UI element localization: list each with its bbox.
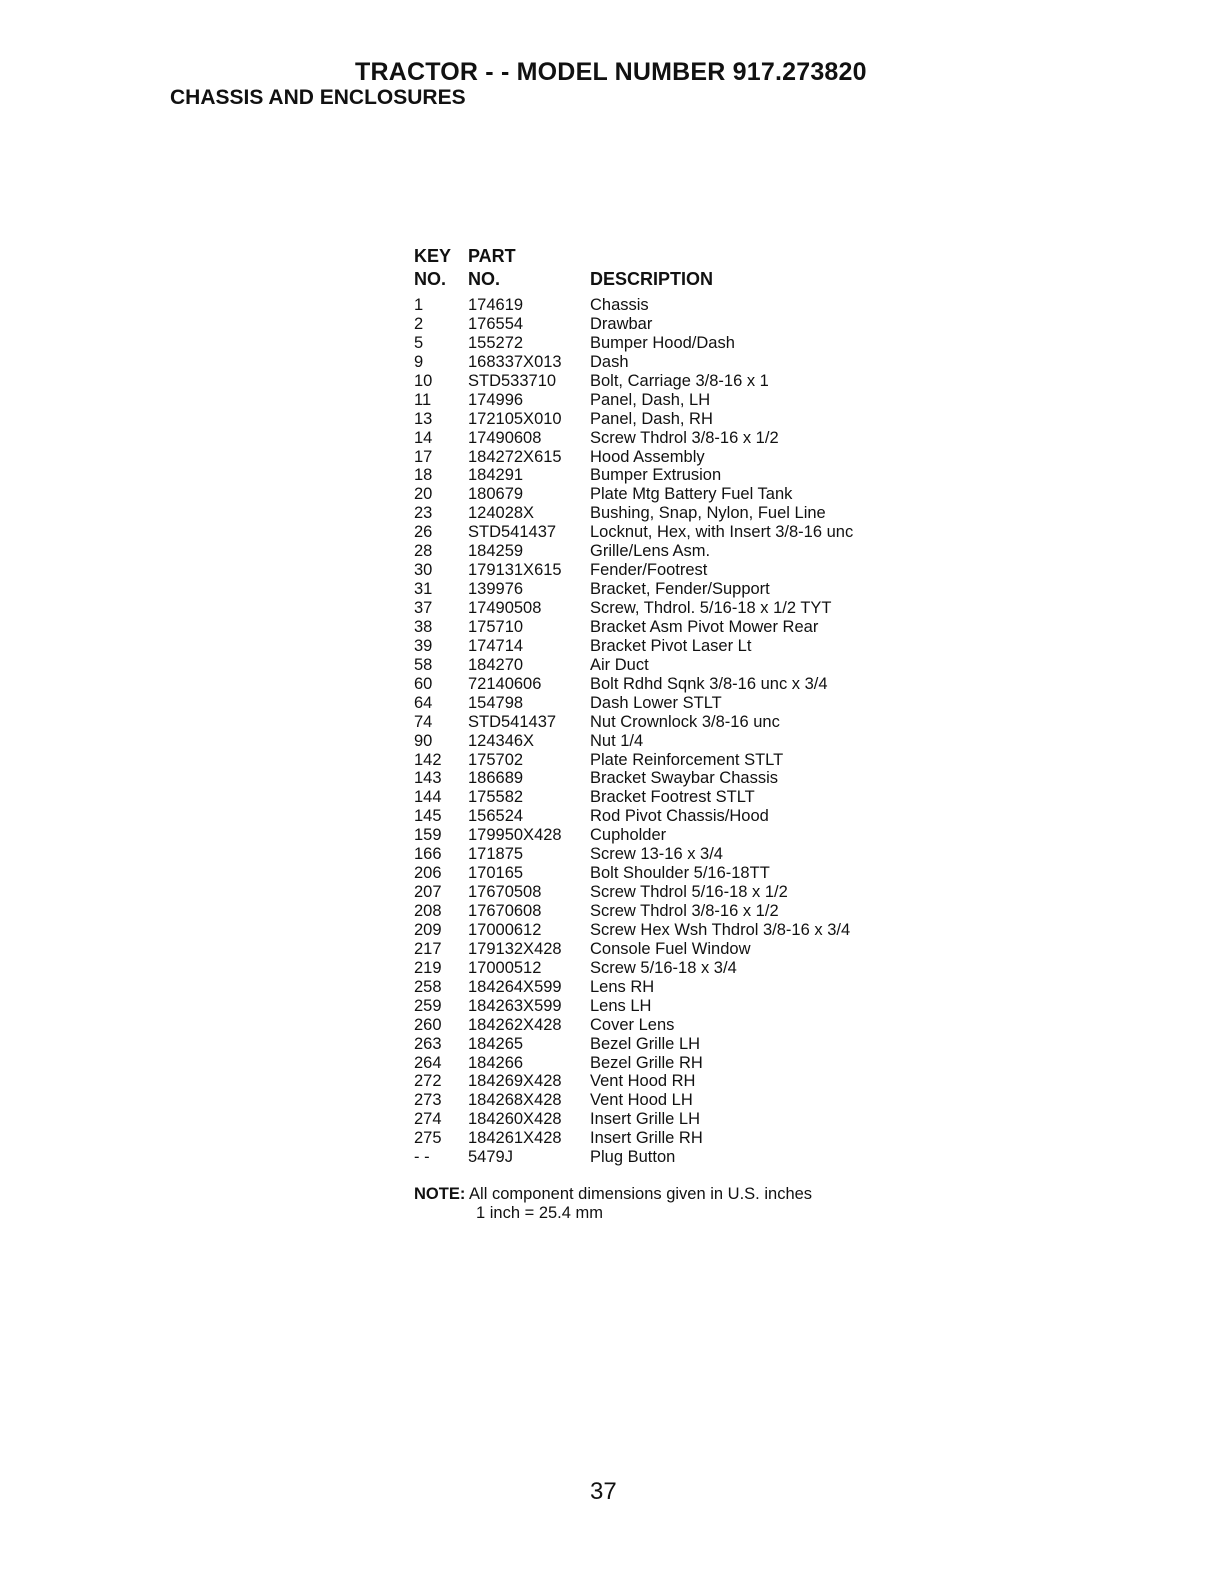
description: Screw 5/16-18 x 3/4 bbox=[590, 958, 737, 977]
key-no: 17 bbox=[414, 447, 433, 466]
description: Bumper Hood/Dash bbox=[590, 333, 735, 352]
key-no: 39 bbox=[414, 636, 433, 655]
key-no: 219 bbox=[414, 958, 442, 977]
key-no: 260 bbox=[414, 1015, 442, 1034]
description: Lens RH bbox=[590, 977, 655, 996]
key-no: 2 bbox=[414, 314, 424, 333]
key-no: 30 bbox=[414, 561, 433, 580]
note bbox=[414, 1185, 812, 1223]
part-no: 184269X428 bbox=[468, 1072, 562, 1091]
description: Bracket Footrest STLT bbox=[590, 788, 755, 807]
description: Vent Hood LH bbox=[590, 1091, 693, 1110]
part-no: 184266 bbox=[468, 1053, 524, 1072]
key-header-line1: KEY bbox=[414, 246, 452, 266]
key-no: 14 bbox=[414, 428, 433, 447]
key-no: 272 bbox=[414, 1072, 442, 1091]
description: Vent Hood RH bbox=[590, 1072, 696, 1091]
key-no: - - bbox=[414, 1148, 430, 1167]
description: Screw 13-16 x 3/4 bbox=[590, 845, 723, 864]
part-no: 72140606 bbox=[468, 674, 542, 693]
key-no: 11 bbox=[414, 390, 432, 409]
part-no: 174714 bbox=[468, 636, 524, 655]
description: Dash bbox=[590, 352, 629, 371]
key-no: 13 bbox=[414, 409, 433, 428]
description: Cupholder bbox=[590, 826, 667, 845]
key-no: 1 bbox=[414, 296, 424, 314]
key-no: 38 bbox=[414, 617, 433, 636]
key-no: 264 bbox=[414, 1053, 442, 1072]
part-no: 17670508 bbox=[468, 883, 542, 902]
description: Drawbar bbox=[590, 314, 653, 333]
part-no: 179950X428 bbox=[468, 826, 562, 845]
part-no: 175582 bbox=[468, 788, 524, 807]
description: Screw Thdrol 3/8-16 x 1/2 bbox=[590, 428, 779, 447]
key-no: 23 bbox=[414, 504, 433, 523]
key-no: 58 bbox=[414, 655, 433, 674]
description: Screw Hex Wsh Thdrol 3/8-16 x 3/4 bbox=[590, 920, 851, 939]
part-no: 171875 bbox=[468, 845, 524, 864]
description: Hood Assembly bbox=[590, 447, 705, 466]
part-no: 174996 bbox=[468, 390, 524, 409]
description: Console Fuel Window bbox=[590, 939, 751, 958]
key-no: 259 bbox=[414, 996, 442, 1015]
part-no: 17000512 bbox=[468, 958, 542, 977]
description: Bracket Pivot Laser Lt bbox=[590, 636, 752, 655]
description: Bolt Shoulder 5/16-18TT bbox=[590, 864, 770, 883]
description: Plate Reinforcement STLT bbox=[590, 750, 784, 769]
description: Bezel Grille RH bbox=[590, 1053, 703, 1072]
key-no: 209 bbox=[414, 920, 442, 939]
section-subtitle: CHASSIS AND ENCLOSURES bbox=[170, 86, 466, 109]
description: Lens LH bbox=[590, 996, 652, 1015]
part-no: 186689 bbox=[468, 769, 524, 788]
description: Bumper Extrusion bbox=[590, 466, 722, 485]
description: Plug Button bbox=[590, 1148, 676, 1167]
key-no: 207 bbox=[414, 883, 442, 902]
key-no: 90 bbox=[414, 731, 433, 750]
key-no: 9 bbox=[414, 352, 424, 371]
description: Fender/Footrest bbox=[590, 561, 708, 580]
key-no: 142 bbox=[414, 750, 442, 769]
key-no: 26 bbox=[414, 523, 433, 542]
key-no: 64 bbox=[414, 693, 433, 712]
note-line1: All component dimensions given in U.S. inches bbox=[469, 1185, 813, 1203]
part-no: 17490508 bbox=[468, 599, 542, 617]
part-no: 175710 bbox=[468, 617, 524, 636]
part-no: 184291 bbox=[468, 466, 524, 485]
key-no: 28 bbox=[414, 542, 433, 561]
key-no: 37 bbox=[414, 599, 433, 617]
part-no: 184264X599 bbox=[468, 977, 562, 996]
key-no: 274 bbox=[414, 1110, 442, 1129]
part-no: 170165 bbox=[468, 864, 524, 883]
note-line2: 1 inch = 25.4 mm bbox=[476, 1204, 604, 1222]
part-no: 154798 bbox=[468, 693, 524, 712]
part-no: 124346X bbox=[468, 731, 535, 750]
key-no: 275 bbox=[414, 1129, 442, 1148]
part-no: 175702 bbox=[468, 750, 524, 769]
key-no: 143 bbox=[414, 769, 442, 788]
key-no: 258 bbox=[414, 977, 442, 996]
key-no: 5 bbox=[414, 333, 424, 352]
description: Bezel Grille LH bbox=[590, 1034, 701, 1053]
description: Bushing, Snap, Nylon, Fuel Line bbox=[590, 504, 826, 523]
key-no: 206 bbox=[414, 864, 442, 883]
description-header: DESCRIPTION bbox=[590, 269, 714, 289]
description: Bolt, Carriage 3/8-16 x 1 bbox=[590, 371, 769, 390]
key-no: 159 bbox=[414, 826, 442, 845]
description: Cover Lens bbox=[590, 1015, 675, 1034]
part-no: 184261X428 bbox=[468, 1129, 562, 1148]
description: Panel, Dash, LH bbox=[590, 390, 711, 409]
part-no: 176554 bbox=[468, 314, 524, 333]
description: Rod Pivot Chassis/Hood bbox=[590, 807, 769, 826]
description: Nut 1/4 bbox=[590, 731, 644, 750]
part-no: 139976 bbox=[468, 580, 524, 599]
part-no: STD541437 bbox=[468, 712, 557, 731]
part-header-line1: PART bbox=[468, 246, 516, 266]
part-no: 184272X615 bbox=[468, 447, 562, 466]
part-no: 17000612 bbox=[468, 920, 542, 939]
description: Bolt Rdhd Sqnk 3/8-16 unc x 3/4 bbox=[590, 674, 828, 693]
key-no: 60 bbox=[414, 674, 433, 693]
part-no: 184262X428 bbox=[468, 1015, 562, 1034]
part-no: 124028X bbox=[468, 504, 535, 523]
part-no: STD541437 bbox=[468, 523, 557, 542]
description: Bracket Asm Pivot Mower Rear bbox=[590, 617, 819, 636]
part-no: 184260X428 bbox=[468, 1110, 562, 1129]
description: Locknut, Hex, with Insert 3/8-16 unc bbox=[590, 523, 854, 542]
key-no: 217 bbox=[414, 939, 442, 958]
part-no: 179131X615 bbox=[468, 561, 562, 580]
part-no: 172105X010 bbox=[468, 409, 562, 428]
key-no: 74 bbox=[414, 712, 433, 731]
key-no: 208 bbox=[414, 902, 442, 920]
description: Plate Mtg Battery Fuel Tank bbox=[590, 485, 793, 504]
description: Chassis bbox=[590, 296, 649, 314]
part-no: 17490608 bbox=[468, 428, 542, 447]
part-no: 155272 bbox=[468, 333, 524, 352]
key-no: 144 bbox=[414, 788, 442, 807]
key-no: 20 bbox=[414, 485, 433, 504]
description: Bracket, Fender/Support bbox=[590, 580, 770, 599]
description: Insert Grille LH bbox=[590, 1110, 701, 1129]
description: Panel, Dash, RH bbox=[590, 409, 713, 428]
page-number: 37 bbox=[590, 1478, 617, 1505]
description: Nut Crownlock 3/8-16 unc bbox=[590, 712, 780, 731]
description: Grille/Lens Asm. bbox=[590, 542, 711, 561]
part-no: 174619 bbox=[468, 296, 524, 314]
part-no: 156524 bbox=[468, 807, 524, 826]
page-title: TRACTOR - - MODEL NUMBER 917.273820 bbox=[355, 58, 867, 86]
part-no: 184263X599 bbox=[468, 996, 562, 1015]
key-no: 166 bbox=[414, 845, 442, 864]
part-no: 184270 bbox=[468, 655, 524, 674]
key-header-line2: NO. bbox=[414, 269, 447, 289]
part-no: 179132X428 bbox=[468, 939, 562, 958]
key-no: 145 bbox=[414, 807, 442, 826]
key-no: 273 bbox=[414, 1091, 442, 1110]
description: Dash Lower STLT bbox=[590, 693, 722, 712]
part-no: 17670608 bbox=[468, 902, 542, 920]
description: Screw, Thdrol. 5/16-18 x 1/2 TYT bbox=[590, 599, 832, 617]
description: Bracket Swaybar Chassis bbox=[590, 769, 778, 788]
part-no: 184259 bbox=[468, 542, 524, 561]
key-no: 31 bbox=[414, 580, 433, 599]
part-header-line2: NO. bbox=[468, 269, 501, 289]
part-no: 184268X428 bbox=[468, 1091, 562, 1110]
key-no: 18 bbox=[414, 466, 433, 485]
part-no: 5479J bbox=[468, 1148, 513, 1167]
description: Air Duct bbox=[590, 655, 649, 674]
key-no: 10 bbox=[414, 371, 433, 390]
note-label: NOTE: bbox=[414, 1185, 466, 1203]
description: Screw Thdrol 3/8-16 x 1/2 bbox=[590, 902, 779, 920]
part-no: STD533710 bbox=[468, 371, 557, 390]
part-no: 184265 bbox=[468, 1034, 524, 1053]
key-no: 263 bbox=[414, 1034, 442, 1053]
part-no: 180679 bbox=[468, 485, 524, 504]
part-no: 168337X013 bbox=[468, 352, 562, 371]
description: Insert Grille RH bbox=[590, 1129, 703, 1148]
description: Screw Thdrol 5/16-18 x 1/2 bbox=[590, 883, 788, 902]
